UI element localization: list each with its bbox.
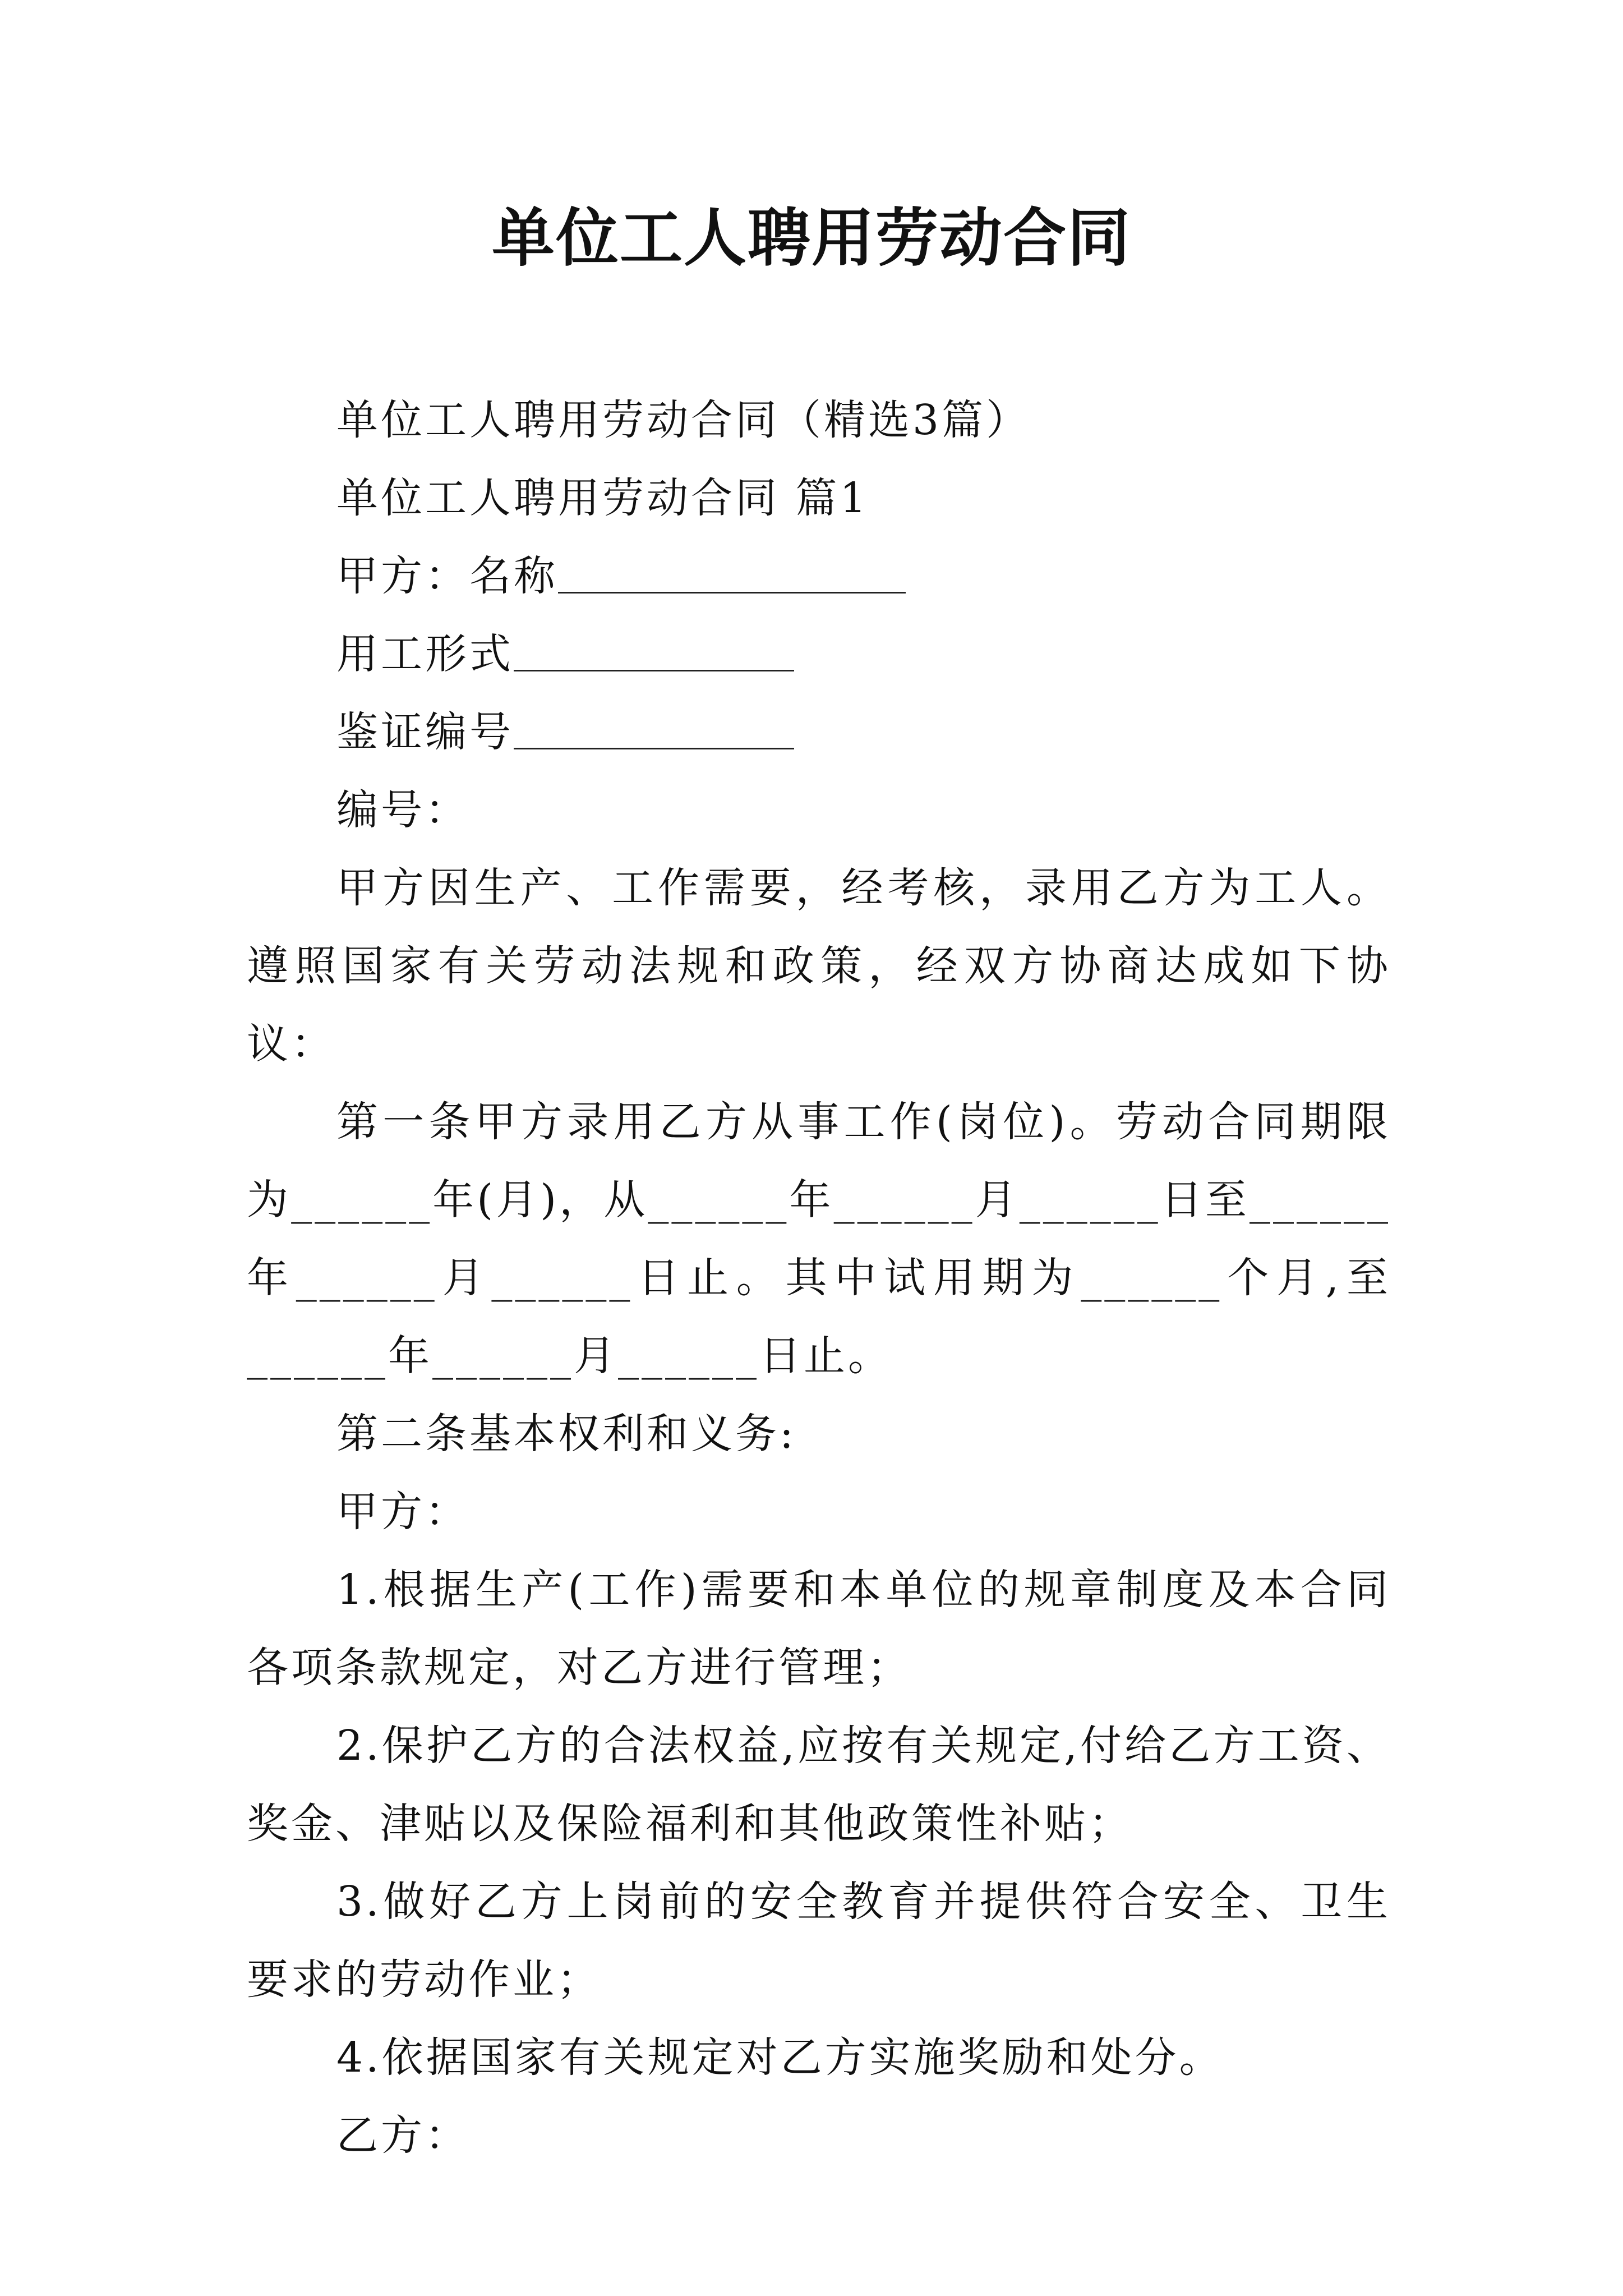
field-label: 用工形式	[336, 630, 514, 678]
field-label: 甲方：名称	[336, 552, 558, 600]
article-2-heading: 第二条基本权利和义务:	[336, 1410, 796, 1458]
page-title: 单位工人聘用劳动合同	[492, 201, 1131, 275]
article-1: 第一条甲方录用乙方从事工作(岗位)。劳动合同期限为______年(月)，从______年______月______日至______年______月______日止。其中试用期为______个月,至______年______月______日止。	[247, 1098, 1391, 1380]
blank-line	[558, 553, 906, 593]
party-a-item-3: 3.做好乙方上岗前的安全教育并提供符合安全、卫生要求的劳动作业；	[247, 1878, 1391, 2004]
serial-label: 编号：	[336, 786, 469, 834]
party-a-item-2: 2.保护乙方的合法权益,应按有关规定,付给乙方工资、奖金、津贴以及保险福利和其他政策性补贴；	[247, 1722, 1391, 1848]
blank-line	[514, 631, 794, 671]
field-employment-form	[247, 615, 1391, 693]
field-certification-number	[247, 693, 1391, 771]
intro-paragraph: 甲方因生产、工作需要，经考核，录用乙方为工人。遵照国家有关劳动法规和政策，经双方协商达成如下协议：	[247, 864, 1391, 1068]
party-a-item-4: 4.依据国家有关规定对乙方实施奖励和处分。	[336, 2033, 1224, 2082]
field-party-a-name	[247, 537, 1391, 615]
document-body	[247, 381, 1391, 2175]
blank-line	[514, 708, 794, 749]
field-label: 鉴证编号	[336, 708, 514, 756]
party-a-item-1: 1.根据生产(工作)需要和本单位的规章制度及本合同各项条款规定，对乙方进行管理；	[247, 1566, 1391, 1692]
party-b-label: 乙方：	[336, 2111, 469, 2160]
subtitle: 单位工人聘用劳动合同（精选3篇）	[336, 396, 1031, 444]
section-heading: 单位工人聘用劳动合同 篇1	[336, 474, 869, 522]
party-a-label: 甲方：	[336, 1488, 469, 1536]
